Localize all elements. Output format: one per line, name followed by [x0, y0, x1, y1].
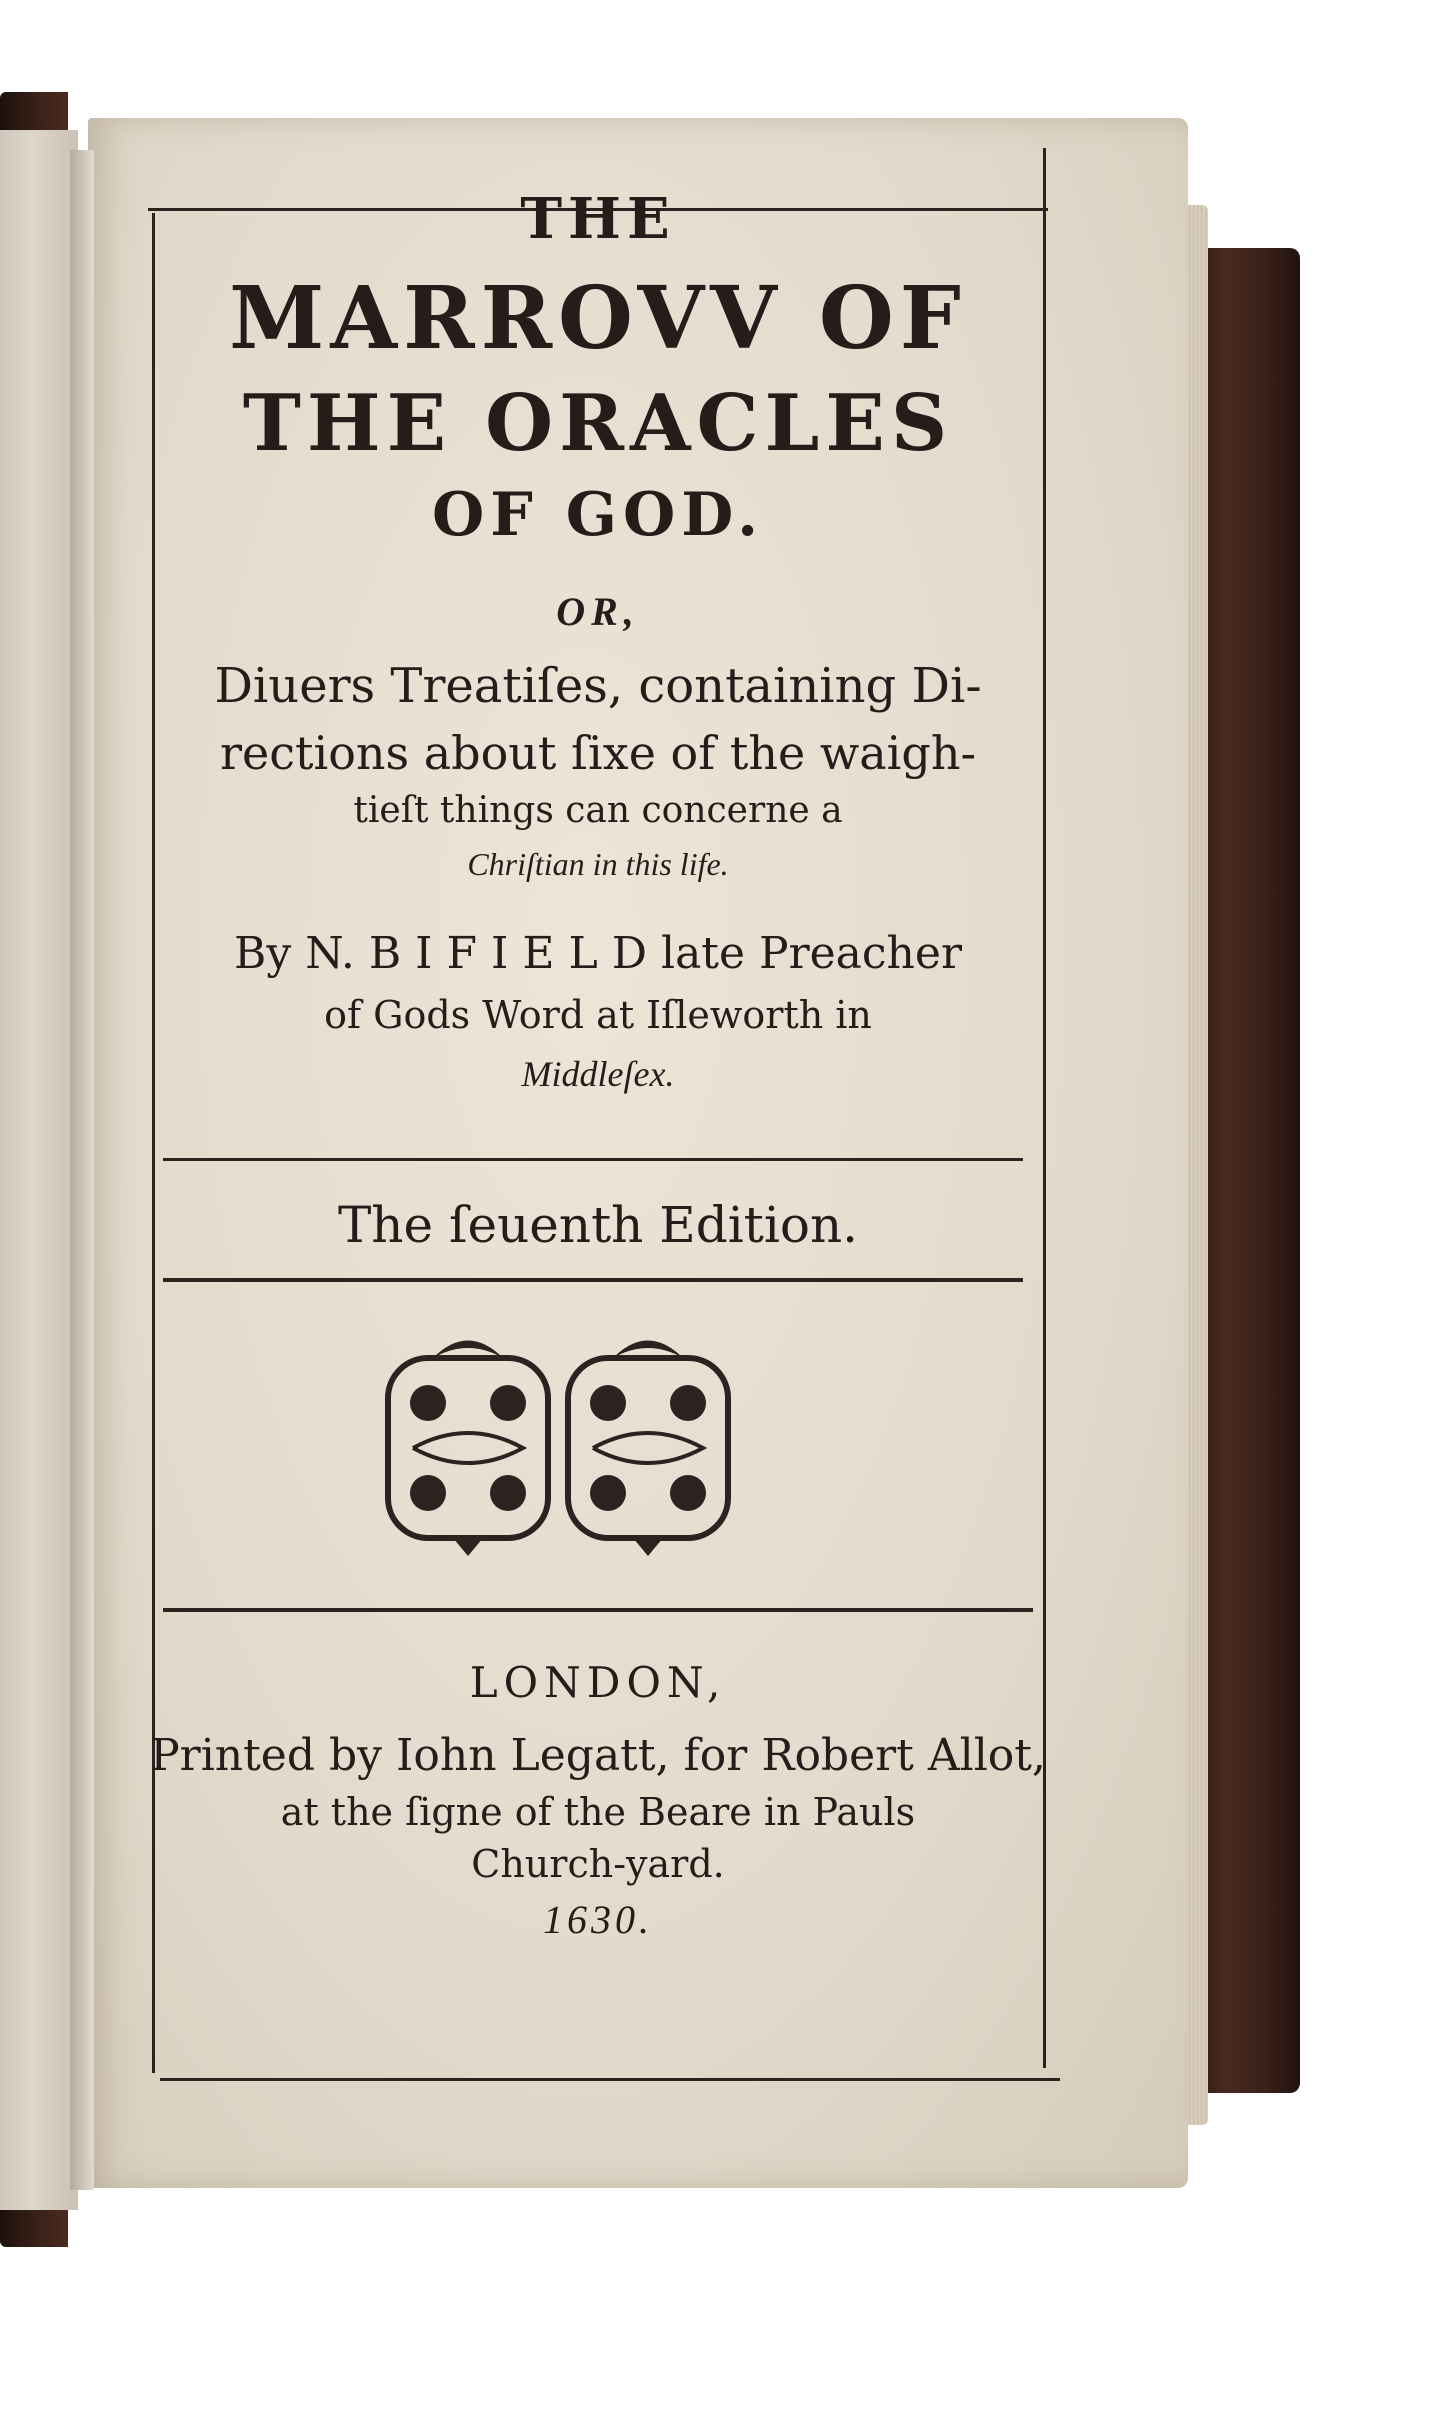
subtitle-line-1: Diuers Treatiſes, containing Di-	[214, 658, 982, 714]
title-line-4: OF GOD.	[431, 480, 765, 550]
facing-leaf	[0, 130, 78, 2210]
ornament-boss-4	[490, 1475, 526, 1511]
or-line: OR,	[556, 589, 640, 634]
edition-rule-bottom	[163, 1278, 1023, 1282]
title-page	[88, 118, 1188, 2188]
edition: The ſeuenth Edition.	[337, 1196, 859, 1254]
ornament-finial-left	[453, 1538, 483, 1556]
ornament-finial-right	[633, 1538, 663, 1556]
author-line-2: of Gods Word at Iſleworth in	[324, 993, 872, 1037]
ornament-boss-1	[410, 1385, 446, 1421]
gutter-shadow	[70, 150, 94, 2190]
imprint-place: LONDON,	[469, 1658, 727, 1707]
ornament-boss-2	[490, 1385, 526, 1421]
ornament-boss-3	[410, 1475, 446, 1511]
title-line-1: THE	[520, 186, 676, 252]
title-line-3: THE ORACLES	[242, 378, 954, 469]
ornament-boss-5	[590, 1385, 626, 1421]
title-line-2: MARROVV OF	[229, 268, 967, 369]
imprint-line-2: at the ſigne of the Beare in Pauls	[280, 1790, 916, 1834]
ornament-boss-7	[590, 1475, 626, 1511]
edition-rule-top	[163, 1158, 1023, 1161]
imprint-line-1: Printed by Iohn Legatt, for Robert Allot,	[150, 1730, 1046, 1781]
author-line-3: Middleſex.	[521, 1054, 675, 1094]
subtitle-line-2: rections about ſixe of the waigh-	[220, 726, 976, 780]
ornament-scroll-left	[413, 1433, 523, 1463]
author-line-1: By N. B I F I E L D late Preacher	[234, 928, 962, 979]
subtitle-line-4: Chriſtian in this life.	[467, 846, 729, 882]
printers-ornament	[373, 1328, 743, 1558]
imprint-line-3: Church-yard.	[471, 1842, 725, 1886]
frame-bottom	[160, 2078, 1060, 2081]
ornament-boss-6	[670, 1385, 706, 1421]
ornament-boss-8	[670, 1475, 706, 1511]
ornament-scroll-right	[593, 1433, 703, 1463]
imprint-rule	[163, 1608, 1033, 1612]
subtitle-line-3: tieſt things can concerne a	[353, 790, 843, 831]
imprint-year: 1630.	[543, 1897, 653, 1942]
